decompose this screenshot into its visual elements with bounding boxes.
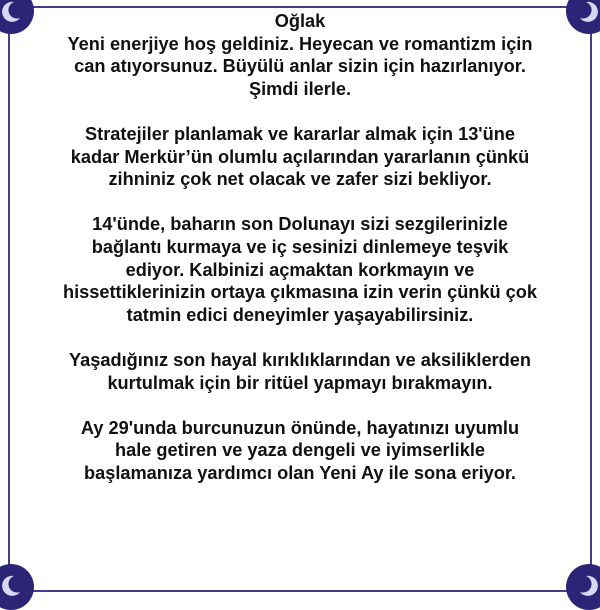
crescent-moon-icon	[0, 564, 34, 610]
text-line: Yeni enerjiye hoş geldiniz. Heyecan ve romantizm için	[67, 33, 533, 54]
crescent-moon-icon	[566, 0, 600, 34]
horoscope-text	[30, 10, 570, 507]
text-line: 14'ünde, baharın son Dolunayı sizi sezgilerinizle	[92, 214, 508, 235]
text-line: başlamanıza yardımcı olan Yeni Ay ile sona eriyor.	[84, 462, 516, 483]
text-line: hale getiren ve yaza dengeli ve iyimserlikle	[114, 440, 485, 461]
paragraph-mercury	[30, 123, 570, 191]
paragraph-new-moon	[30, 417, 570, 485]
text-line: can atıyorsunuz. Büyülü anlar sizin için hazırlanıyor.	[74, 56, 526, 77]
text-line: Stratejiler planlamak ve kararlar almak için 13'üne	[85, 123, 515, 144]
text-line: kurtulmak için bir ritüel yapmayı bırakmayın.	[107, 372, 493, 393]
text-line: kadar Merkür’ün olumlu açılarından yararlanın çünkü	[70, 146, 530, 167]
paragraph-full-moon	[30, 213, 570, 326]
text-line: ediyor. Kalbinizi açmaktan korkmayın ve	[125, 259, 475, 280]
text-line: tatmin edici deneyimler yaşayabilirsiniz.	[126, 304, 474, 325]
text-line: Şimdi ilerle.	[248, 78, 352, 99]
paragraph-ritual	[30, 349, 570, 394]
text-line: Yaşadığınız son hayal kırıklıklarından ve aksiliklerden	[69, 349, 531, 370]
text-line: hissettiklerinizin ortaya çıkmasına izin verin çünkü çok	[62, 282, 538, 303]
crescent-moon-icon	[566, 564, 600, 610]
text-line: zihniniz çok net olacak ve zafer sizi bekliyor.	[108, 169, 492, 190]
text-line: bağlantı kurmaya ve iç sesinizi dinlemeye teşvik	[91, 236, 509, 257]
crescent-moon-icon	[0, 0, 34, 34]
text-line: Ay 29'unda burcunuzun önünde, hayatınızı uyumlu	[80, 417, 520, 438]
paragraph-intro	[30, 33, 570, 101]
page-title: Oğlak	[274, 11, 326, 31]
